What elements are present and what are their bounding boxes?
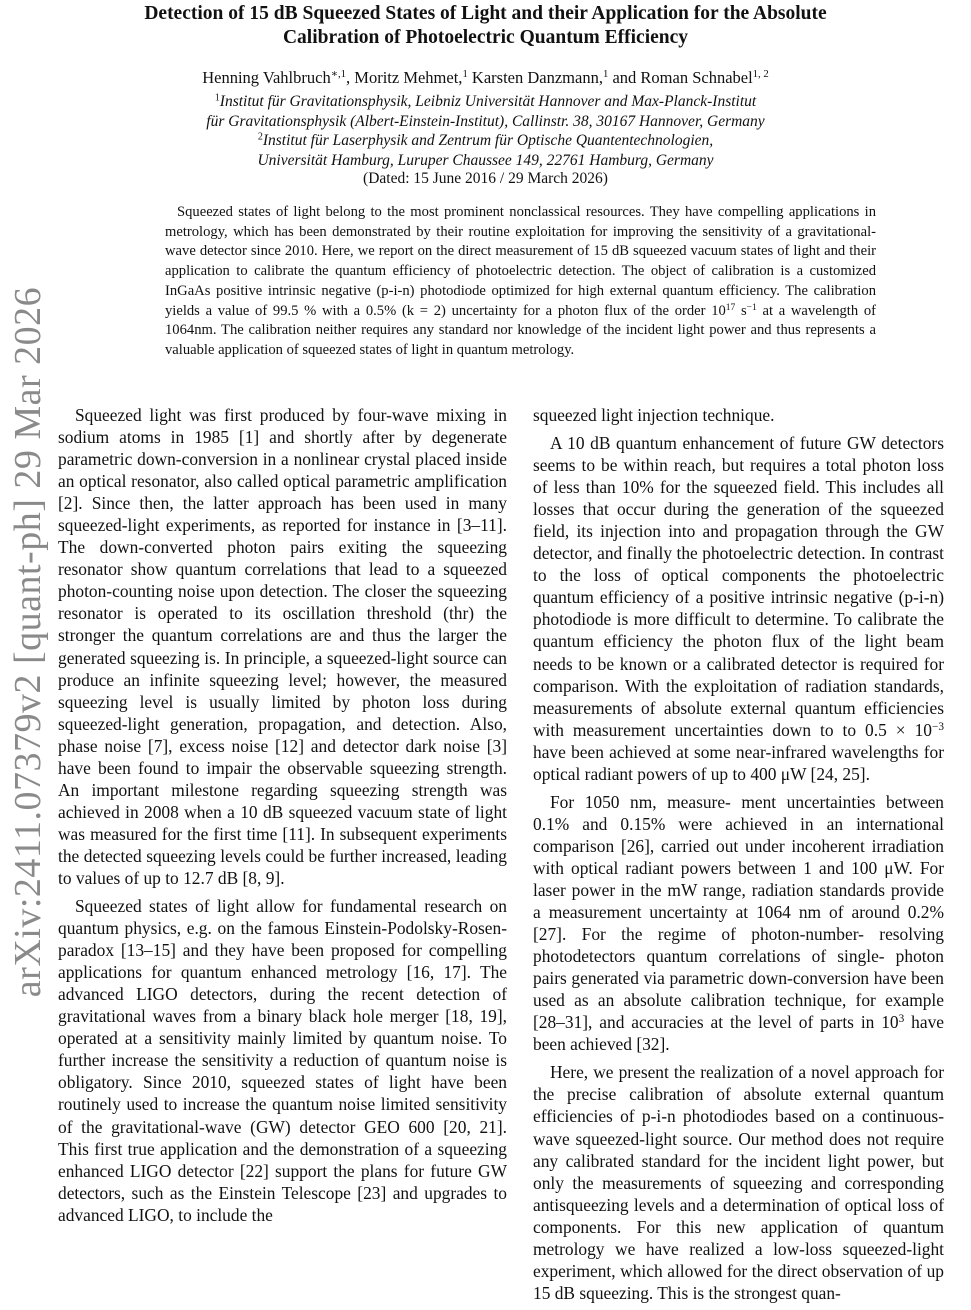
author-mark: ∗,1 [330,68,347,81]
paper-title [100,2,871,50]
dated-line: (Dated: 15 June 2016 / 29 March 2026) [363,170,608,187]
title-line: Detection of 15 dB Squeezed States of Light and their Application for the Absolute [144,3,827,24]
author: Henning Vahlbruch [202,68,331,87]
affiliation-line: $^2$Institut für Laserphysik and Zentrum für Optische Quantentechnologien, [257,131,714,149]
left-column [58,404,507,1232]
abstract: Squeezed states of light belong to the most prominent nonclassical resources. They have compelling applications in metrology, which has been demonstrated by their routine exploitation for improving the sensitivity of a gravitational-wave detector since 2010. Here, we report on the direct measurement of 15 dB squeezed vacuum states of light and their application to calibrate the quantum efficiency of photoelectric detection. The object of calibration is a customized InGaAs positive intrinsic negative (p-i-n) photodiode optimized for high external quantum efficiency. The calibration yields a value of 99.5 % with a 0.5% (k = 2) uncertainty for a photon flux of the order $10^{17}$ $s^{-1}$ at a wavelength of 1064nm. The calibration neither requires any standard nor knowledge of the incident light power and thus represents a valuable application of squeezed states of light in quantum metrology. [165,204,877,358]
body-paragraph: Squeezed states of light allow for fundamental research on quantum physics, e.g. on the famous Einstein-Podolsky-Rosen-paradox [13–15] and they have been proposed for compelling applications for quantum enhanced metrology [16, 17]. The advanced LIGO detectors, during the recent detection of gravitational waves from a binary black hole merger [18, 19], operated at a sensitivity mainly limited by quantum noise. To further increase the sensitivity a reduction of quantum noise is obligatory. Since 2010, squeezed states of light have been routinely used to increase the quantum noise limited sensitivity of the gravitational-wave (GW) detector GEO 600 [20, 21]. This first true application and the demonstration of a squeezing enhanced LIGO detector [22] support the plans for future GW detectors, such as the Einstein Telescope [23] and upgrades to advanced LIGO, to include the [58,896,507,1225]
affiliation-line: für Gravitationsphysik (Albert-Einstein-Institut), Callinstr. 38, 30167 Hannover, Germany [206,112,765,130]
arxiv-stamp: arXiv:2411.07379v2 [quant-ph] 29 Mar 2026 [7,286,49,998]
body-paragraph: Here, we present the realization of a novel approach for the precise calibration of absolute external quantum efficiencies of p-i-n photodiodes based on a continuous-wave squeezed-light source. Our method does not require any calibrated standard for the incident light power, but only the measurements of squeezing and corresponding antisqueezing levels and a determination of optical loss of components. For this new application of quantum metrology we have realized a low-loss squeezed-light experiment, which allowed for the direct observation of up 15 dB squeezing. This is the strongest quan- [533,1062,944,1303]
author: and Roman Schnabel [608,68,753,87]
body-paragraph: A 10 dB quantum enhancement of future GW detectors seems to be within reach, but requires a total photon loss of less than 10% for the squeezed field. This includes all losses that occur during the generation of the squeezed field, its injection into and propagation through the GW detector, and finally the photoelectric detection. In contrast to the loss of optical components the photoelectric quantum efficiency of a positive intrinsic negative (p-i-n) photodiode is more difficult to determine. To calibrate the quantum efficiency the photon flux of the light beam needs to be known or a calibrated detector is required for comparison. With the exploitation of radiation standards, measurements of absolute external quantum efficiencies with measurement uncertainties down to to $0.5 \times 10^{-3}$ have been achieved at some near-infrared wavelengths for optical radiant powers of up to 400 μW [24, 25]. [533,433,944,784]
author-mark: 1 [602,68,609,81]
body-paragraph: squeezed light injection technique. [533,405,775,425]
author-mark: 1, 2 [752,68,769,81]
author-list [100,68,871,88]
author: , Moritz Mehmet, [346,68,463,87]
right-column [533,404,944,1310]
author: Karsten Danzmann, [467,68,603,87]
body-paragraph: For 1050 nm, measure- ment uncertainties between 0.1% and 0.15% were achieved in an international comparison [26], carried out under incoherent irradiation with optical radiant powers between 1 and 100 μW. For laser power in the mW range, radiation standards provide a measurement uncertainty at 1064 nm of around 0.2% [27]. For the regime of photon-number- resolving photodetectors quantum correlations of single- photon pairs generated via parametric down-conversion have been used as an absolute calibration technique, for example [28–31], and accuracies at the level of parts in $10^3$ have been achieved [32]. [533,791,944,1055]
body-paragraph: Squeezed light was first produced by four-wave mixing in sodium atoms in 1985 [1] and shortly after by degenerate parametric down-conversion in a nonlinear crystal placed inside an optical resonator, also called optical parametric amplification [2]. Since then, the latter approach has been used in many squeezed-light experiments, as reported for instance in [3–11]. The down-converted photon pairs exiting the squeezing resonator show quantum correlations that lead to a squeezed photon-counting noise upon detection. The closer the squeezing resonator is operated to its oscillation threshold (thr) the stronger the quantum correlations are and thus the larger the generated squeezing is. In principle, a squeezed-light source can produce an infinite squeezing level; however, the measured squeezing level is usually limited by photon loss during squeezed-light generation, propagation, and detection. Also, phase noise [7], excess noise [12] and detector dark noise [3] have been found to impair the observable squeezing strength. An important milestone regarding squeezing strength was achieved in 2008 when a 10 dB squeezed vacuum state of light was measured for the first time [11]. In subsequent experiments the detected squeezing levels could be further increased, leading to values of up to 12.7 dB [8, 9]. [58,405,507,888]
author-mark: 1 [462,68,468,81]
affiliations [100,92,871,170]
title-line: Calibration of Photoelectric Quantum Efficiency [282,27,689,48]
affiliation-line: $^1$Institut für Gravitationsphysik, Leibniz Universität Hannover and Max-Planck-Institut [214,92,757,110]
affiliation-line: Universität Hamburg, Luruper Chaussee 149, 22761 Hamburg, Germany [257,151,714,169]
